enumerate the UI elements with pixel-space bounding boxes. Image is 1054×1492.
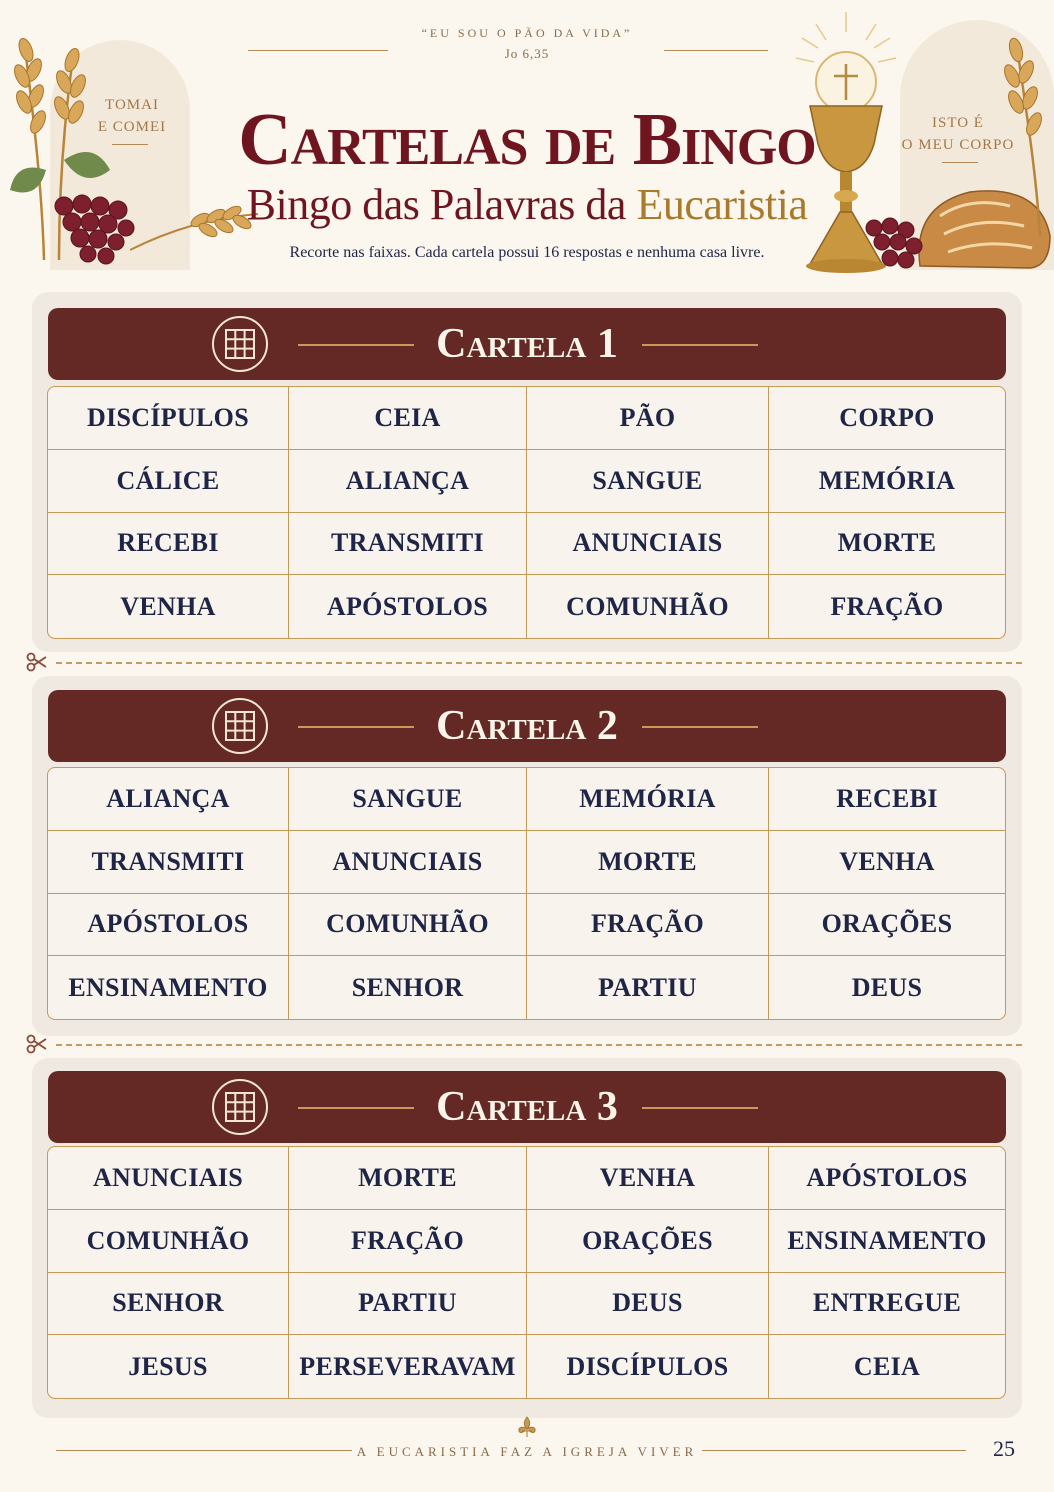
- right-motto-line2: O MEU CORPO: [901, 137, 1015, 153]
- bingo-cell: MEMÓRIA: [769, 450, 1005, 513]
- grid-icon: [212, 316, 268, 372]
- bingo-cell: COMUNHÃO: [48, 1210, 289, 1273]
- bingo-cell: SENHOR: [289, 956, 527, 1019]
- bingo-cell: FRAÇÃO: [830, 591, 944, 621]
- scissors-icon: [26, 652, 48, 672]
- bingo-cell: ENSINAMENTO: [769, 1210, 1005, 1273]
- left-motto-line1: TOMAI: [105, 97, 159, 113]
- bingo-cell: ALIANÇA: [289, 450, 527, 513]
- bingo-cell: TRANSMITI: [48, 831, 289, 894]
- bingo-cell: PERSEVERAVAM: [289, 1335, 527, 1398]
- page-number: 25: [993, 1436, 1015, 1461]
- page-header: [0, 0, 1054, 290]
- bingo-cell: ALIANÇA: [48, 768, 289, 831]
- bingo-cell: COMUNHÃO: [527, 575, 769, 638]
- bingo-cell: MEMÓRIA: [527, 768, 769, 831]
- cut-line: [56, 662, 1022, 664]
- bingo-cell: APÓSTOLOS: [769, 1147, 1005, 1210]
- bingo-cell: SENHOR: [48, 1273, 289, 1336]
- bingo-cell: DEUS: [527, 1273, 769, 1336]
- bingo-cell: VENHA: [48, 575, 289, 638]
- subtitle-main: Bingo das Palavras da: [246, 180, 637, 229]
- bingo-cell: JESUS: [48, 1335, 289, 1398]
- bingo-cell: ENTREGUE: [769, 1273, 1005, 1336]
- banner-rule-right: [642, 344, 758, 346]
- grapes-icon: [860, 210, 940, 276]
- fleur-de-lis-icon: [517, 1416, 537, 1438]
- wheat-icon: [996, 30, 1054, 240]
- grid-icon: [212, 1079, 268, 1135]
- banner-rule-right: [642, 726, 758, 728]
- card-grid: [47, 1146, 1006, 1399]
- bingo-cell: PÃO: [527, 387, 769, 450]
- bingo-cell: PARTIU: [289, 1273, 527, 1336]
- card-banner: [48, 690, 1006, 762]
- bingo-cell: CÁLICE: [48, 450, 289, 513]
- instructions: Recorte nas faixas. Cada cartela possui 16 respostas e nenhuma casa livre.: [289, 244, 765, 261]
- bingo-cell: ENSINAMENTO: [48, 956, 289, 1019]
- card-title: Cartela 3: [436, 1084, 618, 1130]
- bingo-cell: DEUS: [851, 972, 923, 1002]
- bingo-cell: APÓSTOLOS: [289, 575, 527, 638]
- card-banner: [48, 1071, 1006, 1143]
- card-title: Cartela 1: [436, 321, 618, 367]
- bingo-cell: TRANSMITI: [289, 513, 527, 576]
- bingo-cell: PARTIU: [527, 956, 769, 1019]
- card-grid: [47, 767, 1006, 1020]
- bingo-cell: FRAÇÃO: [289, 1210, 527, 1273]
- card-banner: [48, 308, 1006, 380]
- bingo-cell: DISCÍPULOS: [48, 387, 289, 450]
- bingo-cell: MORTE: [769, 513, 1005, 576]
- page-title: Cartelas de Bingo: [238, 99, 816, 181]
- bingo-cell: MORTE: [527, 831, 769, 894]
- grid-icon: [212, 698, 268, 754]
- bingo-cell: RECEBI: [48, 513, 289, 576]
- scissors-icon: [26, 1034, 48, 1054]
- bingo-cell: APÓSTOLOS: [48, 894, 289, 957]
- bingo-cell: COMUNHÃO: [289, 894, 527, 957]
- left-motto-line2: E COMEI: [97, 119, 167, 135]
- bingo-cell: FRAÇÃO: [527, 894, 769, 957]
- bingo-cell: ANUNCIAIS: [289, 831, 527, 894]
- verse-text: “EU SOU O PÃO DA VIDA”: [421, 26, 633, 40]
- bingo-cell: VENHA: [527, 1147, 769, 1210]
- banner-rule-right: [642, 1107, 758, 1109]
- bingo-cell: SANGUE: [289, 768, 527, 831]
- footer-text: A EUCARISTIA FAZ A IGREJA VIVER: [356, 1444, 698, 1459]
- verse-reference: Jo 6,35: [504, 46, 550, 61]
- bingo-cell: SANGUE: [527, 450, 769, 513]
- bingo-cell: DISCÍPULOS: [527, 1335, 769, 1398]
- bingo-cell: MORTE: [289, 1147, 527, 1210]
- card-grid: [47, 386, 1006, 639]
- right-motto-line1: ISTO É: [932, 115, 984, 131]
- bingo-cell: CORPO: [769, 387, 1005, 450]
- page-subtitle: [222, 178, 832, 232]
- bingo-cell: ANUNCIAIS: [527, 513, 769, 576]
- bingo-cell: ORAÇÕES: [769, 894, 1005, 957]
- bingo-cell: VENHA: [769, 831, 1005, 894]
- subtitle-accent: Eucaristia: [636, 180, 808, 229]
- bingo-cell: RECEBI: [769, 768, 1005, 831]
- bingo-cell: ORAÇÕES: [527, 1210, 769, 1273]
- bingo-cell: CEIA: [853, 1351, 921, 1381]
- card-title: Cartela 2: [436, 703, 618, 749]
- bingo-cell: ANUNCIAIS: [48, 1147, 289, 1210]
- bingo-cell: CEIA: [289, 387, 527, 450]
- cut-line: [56, 1044, 1022, 1046]
